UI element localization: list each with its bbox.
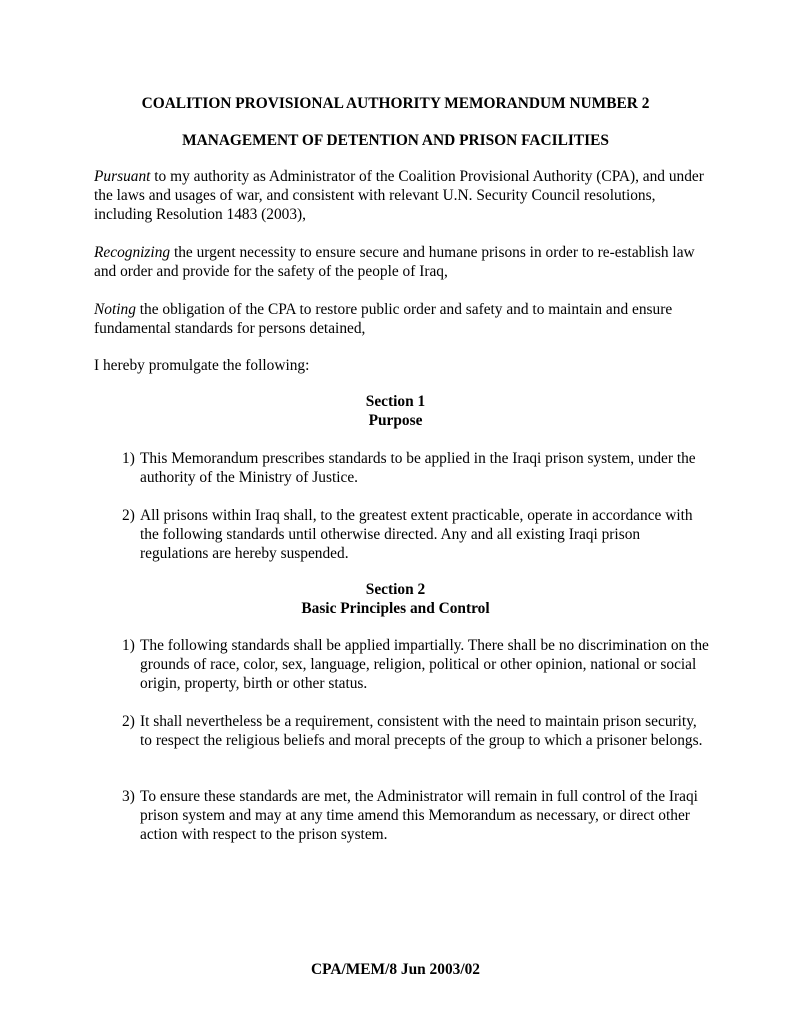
preamble-text: to my authority as Administrator of the Coalition Provisional Authority (CPA), and under the laws and usages of war, and consistent with relevant U.N. Security Council resolutions, including Resolution 1483 (2003), [94,168,704,223]
item-text: To ensure these standards are met, the Administrator will remain in full control of the Iraqi prison system and may at any time amend this Memorandum as necessary, or direct other action with respect to the prison system. [140,788,698,843]
item-text: This Memorandum prescribes standards to be applied in the Iraqi prison system, under the authority of the Ministry of Justice. [140,450,696,486]
list-item [122,712,712,750]
preamble-text: the obligation of the CPA to restore public order and safety and to maintain and ensure fundamental standards for persons detained, [94,301,673,337]
item-text: All prisons within Iraq shall, to the greatest extent practicable, operate in accordance with the following standards until otherwise directed. Any and all existing Iraqi prison regulations are hereby suspended. [140,507,693,562]
item-text: It shall nevertheless be a requirement, consistent with the need to maintain prison security, to respect the religious beliefs and moral precepts of the group to which a prisoner belongs. [140,713,703,749]
item-number: 2) [122,713,135,730]
section-heading [0,392,791,430]
list-item [122,449,712,487]
item-number: 2) [122,507,135,524]
preamble-noting [94,300,714,338]
promulgate-statement: I hereby promulgate the following: [94,357,310,374]
section-number: Section 2 [365,581,426,598]
section-title: Purpose [368,412,423,429]
item-number: 1) [122,450,135,467]
preamble-lead: Recognizing [94,244,171,261]
preamble-lead: Pursuant [94,168,151,185]
section-number: Section 1 [365,393,426,410]
preamble-recognizing [94,243,714,281]
item-number: 1) [122,637,135,654]
section-heading [0,580,791,618]
document-footer: CPA/MEM/8 Jun 2003/02 [310,961,480,978]
list-item [122,636,712,693]
list-item [122,506,712,563]
preamble-pursuant [94,167,714,224]
document-subtitle: MANAGEMENT OF DETENTION AND PRISON FACILITIES [182,132,609,149]
document-title: COALITION PROVISIONAL AUTHORITY MEMORANDUM NUMBER 2 [141,95,650,112]
item-number: 3) [122,788,135,805]
section-title: Basic Principles and Control [301,600,490,617]
preamble-text: the urgent necessity to ensure secure and humane prisons in order to re-establish law and order and provide for the safety of the people of Iraq, [94,244,695,280]
item-text: The following standards shall be applied impartially. There shall be no discrimination on the grounds of race, color, sex, language, religion, political or other opinion, national or social origin, property, birth or other status. [140,637,709,692]
preamble-lead: Noting [94,301,136,318]
list-item [122,787,712,844]
